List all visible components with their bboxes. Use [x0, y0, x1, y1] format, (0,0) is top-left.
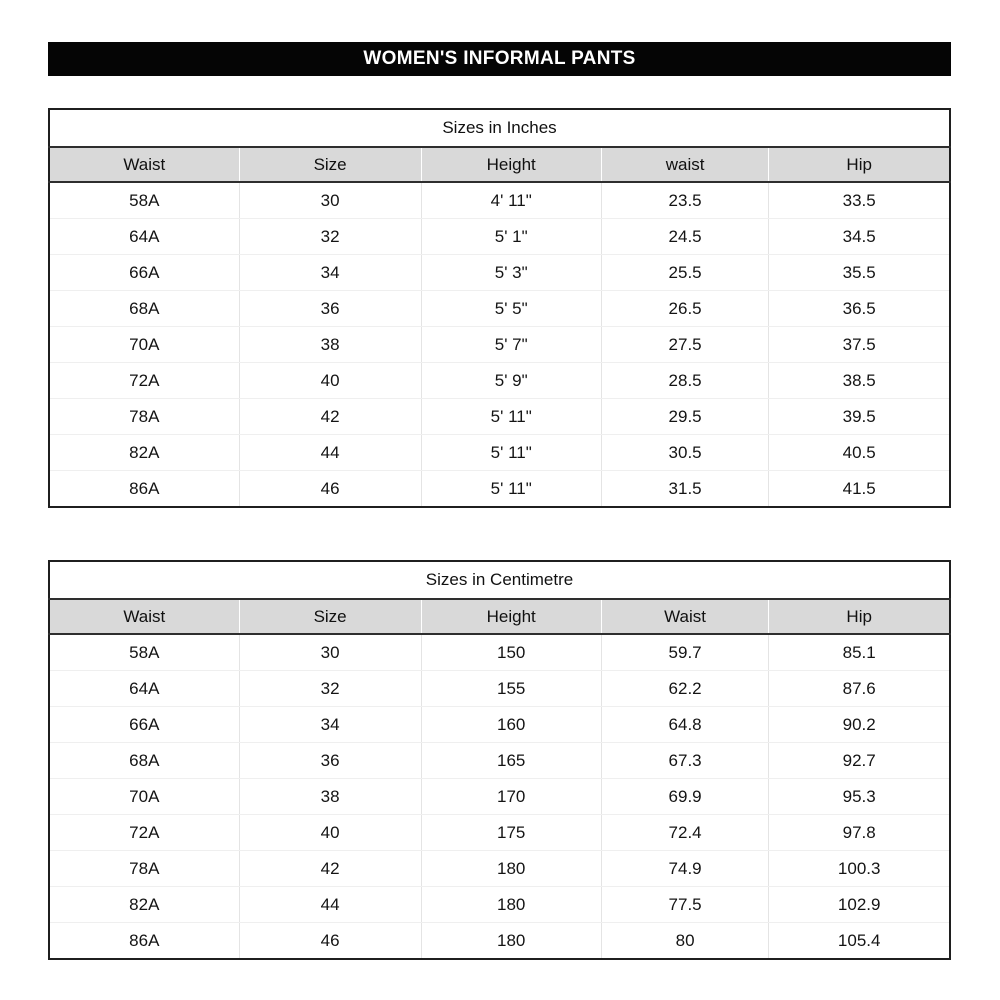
table-cell: 92.7 [769, 743, 950, 779]
table-row [49, 471, 950, 508]
table-cell: 5' 7" [421, 327, 601, 363]
table-cell: 97.8 [769, 815, 950, 851]
table-cell: 68A [49, 743, 239, 779]
table-cell: 67.3 [601, 743, 769, 779]
table-row [49, 291, 950, 327]
table-row [49, 887, 950, 923]
table-cell: 77.5 [601, 887, 769, 923]
table-cell: 72.4 [601, 815, 769, 851]
table-cell: 64A [49, 671, 239, 707]
table-cell: 5' 1" [421, 219, 601, 255]
table-body [49, 182, 950, 507]
table-cell: 41.5 [769, 471, 950, 508]
table-cell: 155 [421, 671, 601, 707]
table-cell: 27.5 [601, 327, 769, 363]
table-cell: 5' 9" [421, 363, 601, 399]
table-cell: 36.5 [769, 291, 950, 327]
table-row [49, 707, 950, 743]
table-cell: 5' 11" [421, 435, 601, 471]
table-cell: 31.5 [601, 471, 769, 508]
table-cell: 68A [49, 291, 239, 327]
table-cell: 30 [239, 634, 421, 671]
column-header: Waist [601, 599, 769, 634]
table-cell: 24.5 [601, 219, 769, 255]
table-row [49, 327, 950, 363]
table-cell: 175 [421, 815, 601, 851]
table-cell: 46 [239, 923, 421, 960]
table-row [49, 219, 950, 255]
table-cell: 32 [239, 219, 421, 255]
table-cell: 180 [421, 923, 601, 960]
table-row [49, 363, 950, 399]
table-cell: 62.2 [601, 671, 769, 707]
table-cell: 30.5 [601, 435, 769, 471]
table-cell: 82A [49, 435, 239, 471]
table-cell: 30 [239, 182, 421, 219]
page-title-bar [48, 42, 951, 76]
table-cell: 36 [239, 743, 421, 779]
table-cell: 35.5 [769, 255, 950, 291]
table-cell: 42 [239, 399, 421, 435]
table-row [49, 255, 950, 291]
table-row [49, 634, 950, 671]
table-cell: 66A [49, 255, 239, 291]
table-cell: 5' 3" [421, 255, 601, 291]
table-cell: 150 [421, 634, 601, 671]
table-row [49, 743, 950, 779]
table-cell: 180 [421, 887, 601, 923]
table-cell: 39.5 [769, 399, 950, 435]
table-caption-row [49, 109, 950, 147]
table-cell: 160 [421, 707, 601, 743]
table-cell: 59.7 [601, 634, 769, 671]
column-header: Hip [769, 599, 950, 634]
table-cell: 165 [421, 743, 601, 779]
table-cell: 70A [49, 327, 239, 363]
table-cell: 4' 11" [421, 182, 601, 219]
header-row [49, 147, 950, 182]
column-header: Height [421, 599, 601, 634]
sizes-in-inches-table [48, 108, 951, 508]
table-cell: 66A [49, 707, 239, 743]
table-row [49, 182, 950, 219]
table-cell: 25.5 [601, 255, 769, 291]
table-caption-row [49, 561, 950, 599]
column-header: Height [421, 147, 601, 182]
table-row [49, 851, 950, 887]
header-row [49, 599, 950, 634]
table-cell: 80 [601, 923, 769, 960]
table-cell: 85.1 [769, 634, 950, 671]
table-cell: 40 [239, 815, 421, 851]
table-cell: 74.9 [601, 851, 769, 887]
table-cell: 5' 11" [421, 399, 601, 435]
table-cell: 23.5 [601, 182, 769, 219]
table-cell: 72A [49, 363, 239, 399]
table-cell: 58A [49, 634, 239, 671]
table-cell: 170 [421, 779, 601, 815]
table-cell: 26.5 [601, 291, 769, 327]
table-cell: 44 [239, 435, 421, 471]
column-header: Waist [49, 599, 239, 634]
table-cell: 100.3 [769, 851, 950, 887]
table-cell: 34 [239, 707, 421, 743]
table-cell: 180 [421, 851, 601, 887]
sizes-in-centimetre-table [48, 560, 951, 960]
column-header: waist [601, 147, 769, 182]
table-cell: 44 [239, 887, 421, 923]
table-cell: 38.5 [769, 363, 950, 399]
table-cell: 69.9 [601, 779, 769, 815]
column-header: Size [239, 599, 421, 634]
table-cell: 102.9 [769, 887, 950, 923]
table-cell: 5' 11" [421, 471, 601, 508]
table-cell: 64A [49, 219, 239, 255]
table-cell: 34.5 [769, 219, 950, 255]
table-caption: Sizes in Centimetre [49, 561, 950, 599]
table-cell: 28.5 [601, 363, 769, 399]
table-cell: 5' 5" [421, 291, 601, 327]
column-header: Size [239, 147, 421, 182]
table-cell: 42 [239, 851, 421, 887]
table-row [49, 399, 950, 435]
table-caption: Sizes in Inches [49, 109, 950, 147]
table-row [49, 671, 950, 707]
table-cell: 105.4 [769, 923, 950, 960]
table-body [49, 634, 950, 959]
table-cell: 37.5 [769, 327, 950, 363]
table-cell: 78A [49, 399, 239, 435]
table-cell: 32 [239, 671, 421, 707]
table-cell: 95.3 [769, 779, 950, 815]
table-cell: 38 [239, 327, 421, 363]
table-cell: 29.5 [601, 399, 769, 435]
table-cell: 82A [49, 887, 239, 923]
table-cell: 64.8 [601, 707, 769, 743]
table-cell: 78A [49, 851, 239, 887]
table-row [49, 435, 950, 471]
table-cell: 72A [49, 815, 239, 851]
table-cell: 87.6 [769, 671, 950, 707]
column-header: Waist [49, 147, 239, 182]
column-header: Hip [769, 147, 950, 182]
table-cell: 58A [49, 182, 239, 219]
table-cell: 38 [239, 779, 421, 815]
table-cell: 86A [49, 923, 239, 960]
table-cell: 86A [49, 471, 239, 508]
table-cell: 36 [239, 291, 421, 327]
table-row [49, 779, 950, 815]
table-cell: 33.5 [769, 182, 950, 219]
table-cell: 46 [239, 471, 421, 508]
table-cell: 70A [49, 779, 239, 815]
table-cell: 40.5 [769, 435, 950, 471]
table-cell: 90.2 [769, 707, 950, 743]
table-row [49, 923, 950, 960]
table-cell: 40 [239, 363, 421, 399]
table-cell: 34 [239, 255, 421, 291]
page-title: WOMEN'S INFORMAL PANTS [363, 48, 636, 69]
table-row [49, 815, 950, 851]
